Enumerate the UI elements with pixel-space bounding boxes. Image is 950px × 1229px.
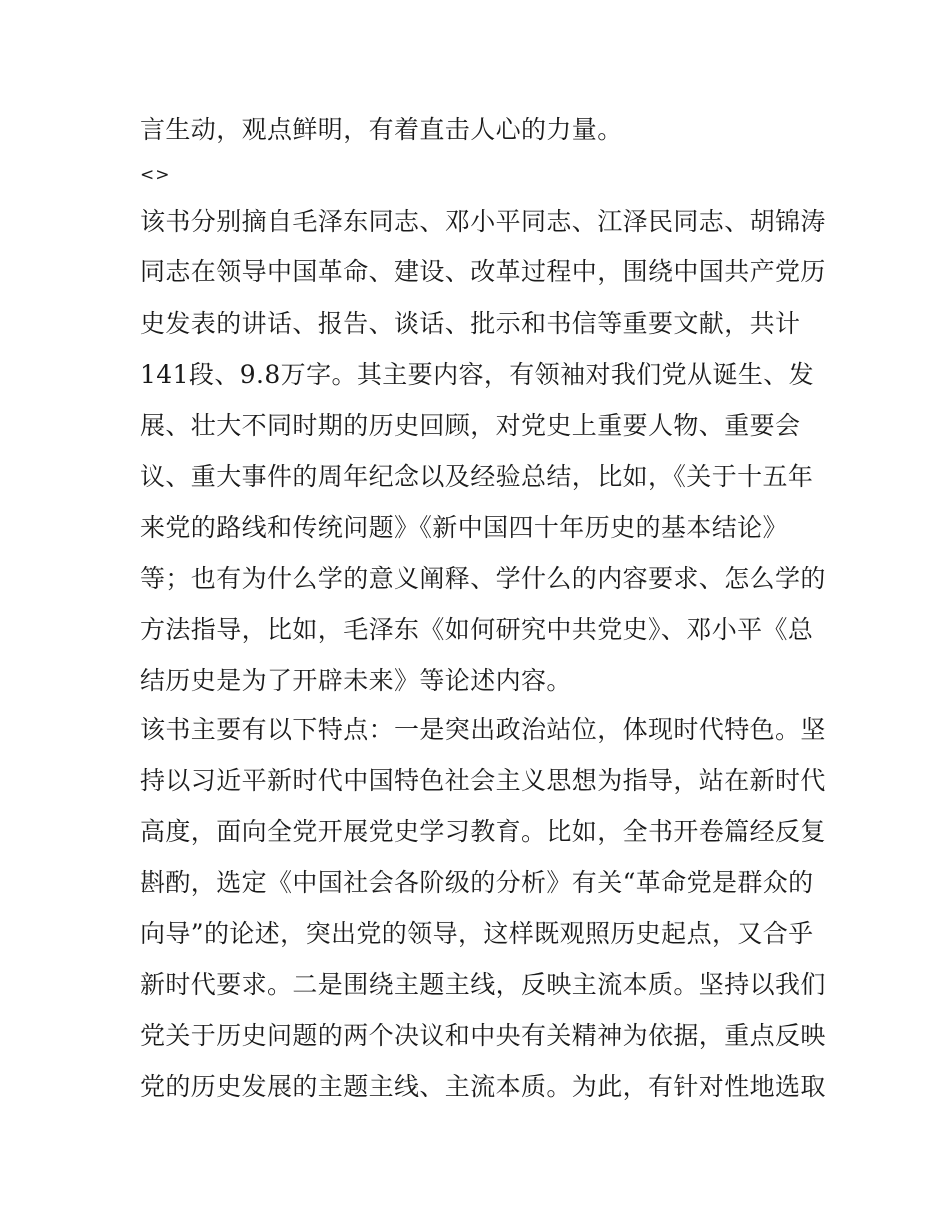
text-line: 史发表的讲话、报告、谈话、批示和书信等重要文献，共计	[140, 309, 801, 338]
text-line: 141段、9.8万字。其主要内容，有领袖对我们党从诞生、发	[140, 360, 815, 389]
text-line: 向导”的论述，突出党的领导，这样既观照历史起点，又合乎	[140, 919, 814, 948]
placeholder-marker: <>	[140, 165, 171, 185]
text-line: 党的历史发展的主题主线、主流本质。为此，有针对性地选取	[140, 1072, 826, 1101]
text-line: 党关于历史问题的两个决议和中央有关精神为依据，重点反映	[140, 1021, 826, 1050]
text-line: 言生动，观点鲜明，有着直击人心的力量。	[140, 115, 623, 144]
text-line: 议、重大事件的周年纪念以及经验总结，比如，《关于十五年	[140, 462, 814, 491]
text-line: 同志在领导中国革命、建设、改革过程中，围绕中国共产党历	[140, 257, 826, 286]
text-line: 新时代要求。二是围绕主题主线，反映主流本质。坚持以我们	[140, 970, 826, 999]
text-line: 展、壮大不同时期的历史回顾，对党史上重要人物、重要会	[140, 411, 801, 440]
text-line: 高度，面向全党开展党史学习教育。比如，全书开卷篇经反复	[140, 817, 826, 846]
text-line: 方法指导，比如，毛泽东《如何研究中共党史》、邓小平《总	[140, 615, 814, 644]
text-line: 结历史是为了开辟未来》等论述内容。	[140, 666, 572, 695]
text-line: 来党的路线和传统问题》《新中国四十年历史的基本结论》	[140, 513, 788, 542]
text-line: 该书分别摘自毛泽东同志、邓小平同志、江泽民同志、胡锦涛	[140, 207, 826, 236]
text-line: 持以习近平新时代中国特色社会主义思想为指导，站在新时代	[140, 766, 826, 795]
text-line: 该书主要有以下特点：一是突出政治站位，体现时代特色。坚	[140, 715, 826, 744]
text-line: 等；也有为什么学的意义阐释、学什么的内容要求、怎么学的	[140, 564, 826, 593]
text-line: 斟酌，选定《中国社会各阶级的分析》有关“革命党是群众的	[140, 868, 814, 897]
